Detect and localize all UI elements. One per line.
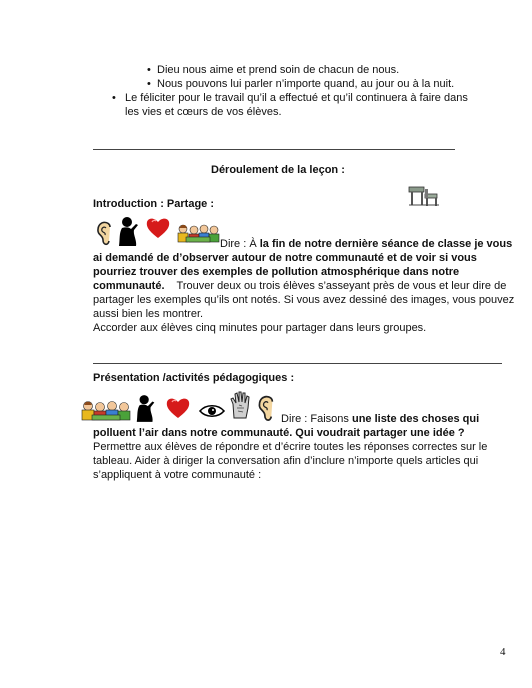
eye-icon bbox=[198, 404, 226, 418]
dire-label: Dire : Faisons bbox=[278, 413, 352, 425]
intro-bold-text: communauté. bbox=[93, 280, 165, 292]
dire-label: Dire : À bbox=[220, 238, 260, 250]
intro-line-2: ai demandé de d’observer autour de notre communauté et de voir si vous bbox=[93, 252, 477, 264]
activities-line-3: Permettre aux élèves de répondre et d’écrire toutes les réponses correctes sur le bbox=[93, 441, 488, 453]
intro-instruction: Accorder aux élèves cinq minutes pour partager dans leurs groupes. bbox=[93, 322, 427, 334]
praying-person-icon bbox=[134, 392, 158, 424]
activities-line-4: tableau. Aider à diriger la conversation afin d’inclure n’importe quels articles qui bbox=[93, 455, 479, 467]
children-group-icon bbox=[176, 222, 220, 244]
children-group-icon bbox=[80, 398, 132, 422]
bullet-text-continued: les vies et cœurs de vos élèves. bbox=[125, 106, 282, 118]
activities-line-5: s’appliquent à votre communauté : bbox=[93, 469, 262, 481]
page-number: 4 bbox=[500, 646, 506, 658]
hand-icon bbox=[229, 390, 253, 420]
separator-line bbox=[93, 149, 455, 150]
activities-bold-text: une liste des choses qui bbox=[351, 413, 480, 425]
activities-heading: Présentation /activités pédagogiques : bbox=[93, 372, 295, 384]
bullet-text: Nous pouvons lui parler n’importe quand, au jour ou à la nuit. bbox=[157, 78, 455, 90]
intro-heading: Introduction : Partage : bbox=[93, 198, 214, 210]
heart-icon bbox=[145, 216, 171, 240]
bullet-dot: • bbox=[147, 78, 151, 90]
praying-person-icon bbox=[116, 215, 142, 247]
bullet-text: Le féliciter pour le travail qu’il a effectué et qu’il continuera à faire dans bbox=[125, 92, 468, 104]
intro-normal-text: Trouver deux ou trois élèves s’asseyant près de vous et leur dire de bbox=[164, 280, 507, 292]
activities-line-1 bbox=[278, 412, 479, 426]
desk-icon bbox=[407, 184, 441, 208]
intro-line-1 bbox=[220, 237, 512, 251]
separator-line bbox=[93, 363, 502, 364]
intro-line-4 bbox=[93, 279, 506, 293]
intro-bold-text: la fin de notre dernière séance de classe je vous bbox=[259, 238, 513, 250]
intro-line-5: partager les exemples qu’ils ont notés. Si vous avez dessiné des images, vous pouvez bbox=[93, 294, 515, 306]
intro-line-3: pourriez trouver des exemples de pollution atmosphérique dans notre bbox=[93, 266, 460, 278]
bullet-dot: • bbox=[112, 92, 116, 104]
ear-icon bbox=[95, 219, 115, 247]
bullet-text: Dieu nous aime et prend soin de chacun de nous. bbox=[157, 64, 400, 76]
activities-line-2: polluent l’air dans notre communauté. Qui voudrait partager une idée ? bbox=[93, 427, 465, 439]
ear-icon bbox=[256, 393, 278, 423]
lesson-heading: Déroulement de la leçon : bbox=[211, 164, 345, 176]
bullet-dot: • bbox=[147, 64, 151, 76]
intro-line-6: aussi bien les montrer. bbox=[93, 308, 204, 320]
heart-icon bbox=[165, 396, 191, 420]
